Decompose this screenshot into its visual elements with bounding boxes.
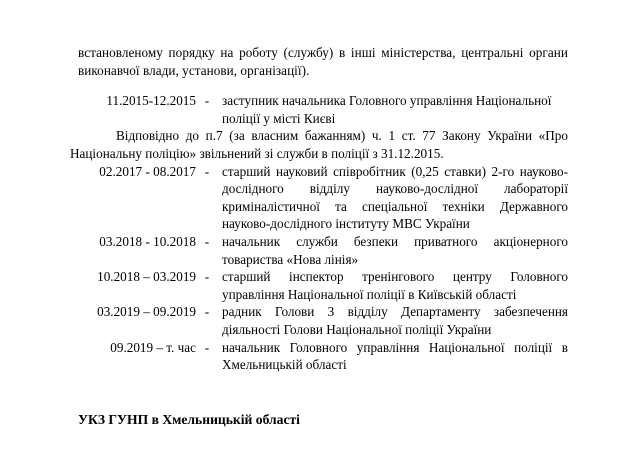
entry-position: радник Голови 3 відділу Департаменту забезпечення діяльності Голови Національної поліції України <box>222 304 568 337</box>
career-history-body <box>70 92 568 374</box>
entry-period: 03.2019 – 09.2019 <box>97 304 196 320</box>
table-row <box>78 303 568 338</box>
entry-period: 10.2018 – 03.2019 <box>97 269 196 285</box>
dismissal-note-paragraph: Відповідно до п.7 (за власним бажанням) ч. 1 ст. 77 Закону України «Про Національну поліцію» звільнений зі служби в поліції з 31.12.2015. <box>70 128 568 161</box>
table-row <box>78 163 568 233</box>
entry-dash: - <box>204 304 210 320</box>
entry-dash: - <box>204 233 210 249</box>
table-row <box>78 339 568 374</box>
table-row <box>78 92 568 127</box>
entry-period: 03.2018 - 10.2018 <box>99 233 196 249</box>
table-row <box>78 268 568 303</box>
entry-dash: - <box>204 339 210 355</box>
intro-paragraph: встановленому порядку на роботу (службу) в інші міністерства, центральні органи виконавчої влади, установи, організації). <box>78 45 568 78</box>
entry-period: 11.2015-12.2015 <box>106 93 196 109</box>
note-row <box>78 127 568 162</box>
footer-signature-line: УКЗ ГУНП в Хмельницькій області <box>78 411 300 427</box>
entry-dash: - <box>204 269 210 285</box>
entry-dash: - <box>204 93 210 109</box>
entry-dash: - <box>204 163 210 179</box>
entry-position: старший науковий співробітник (0,25 ставки) 2-го науково-дослідного відділу науково-дослідної лабораторії криміналістичної та спеціальної техніки Державного науково-дослідного інституту МВС України <box>222 163 568 232</box>
career-history-table <box>70 92 568 374</box>
entry-position: заступник начальника Головного управління Національної поліції у місті Києві <box>222 93 552 126</box>
entry-position: начальник Головного управління Національної поліції в Хмельницькій області <box>222 339 568 373</box>
entry-period: 09.2019 – т. час <box>110 339 196 355</box>
note-cell <box>70 127 568 162</box>
table-row <box>78 233 568 268</box>
entry-position: старший інспектор тренінгового центру Головного управління Національної поліції в Київській області <box>222 269 568 302</box>
entry-period: 02.2017 - 08.2017 <box>99 163 196 179</box>
entry-position: начальник служби безпеки приватного акціонерного товариства «Нова лінія» <box>222 233 568 267</box>
